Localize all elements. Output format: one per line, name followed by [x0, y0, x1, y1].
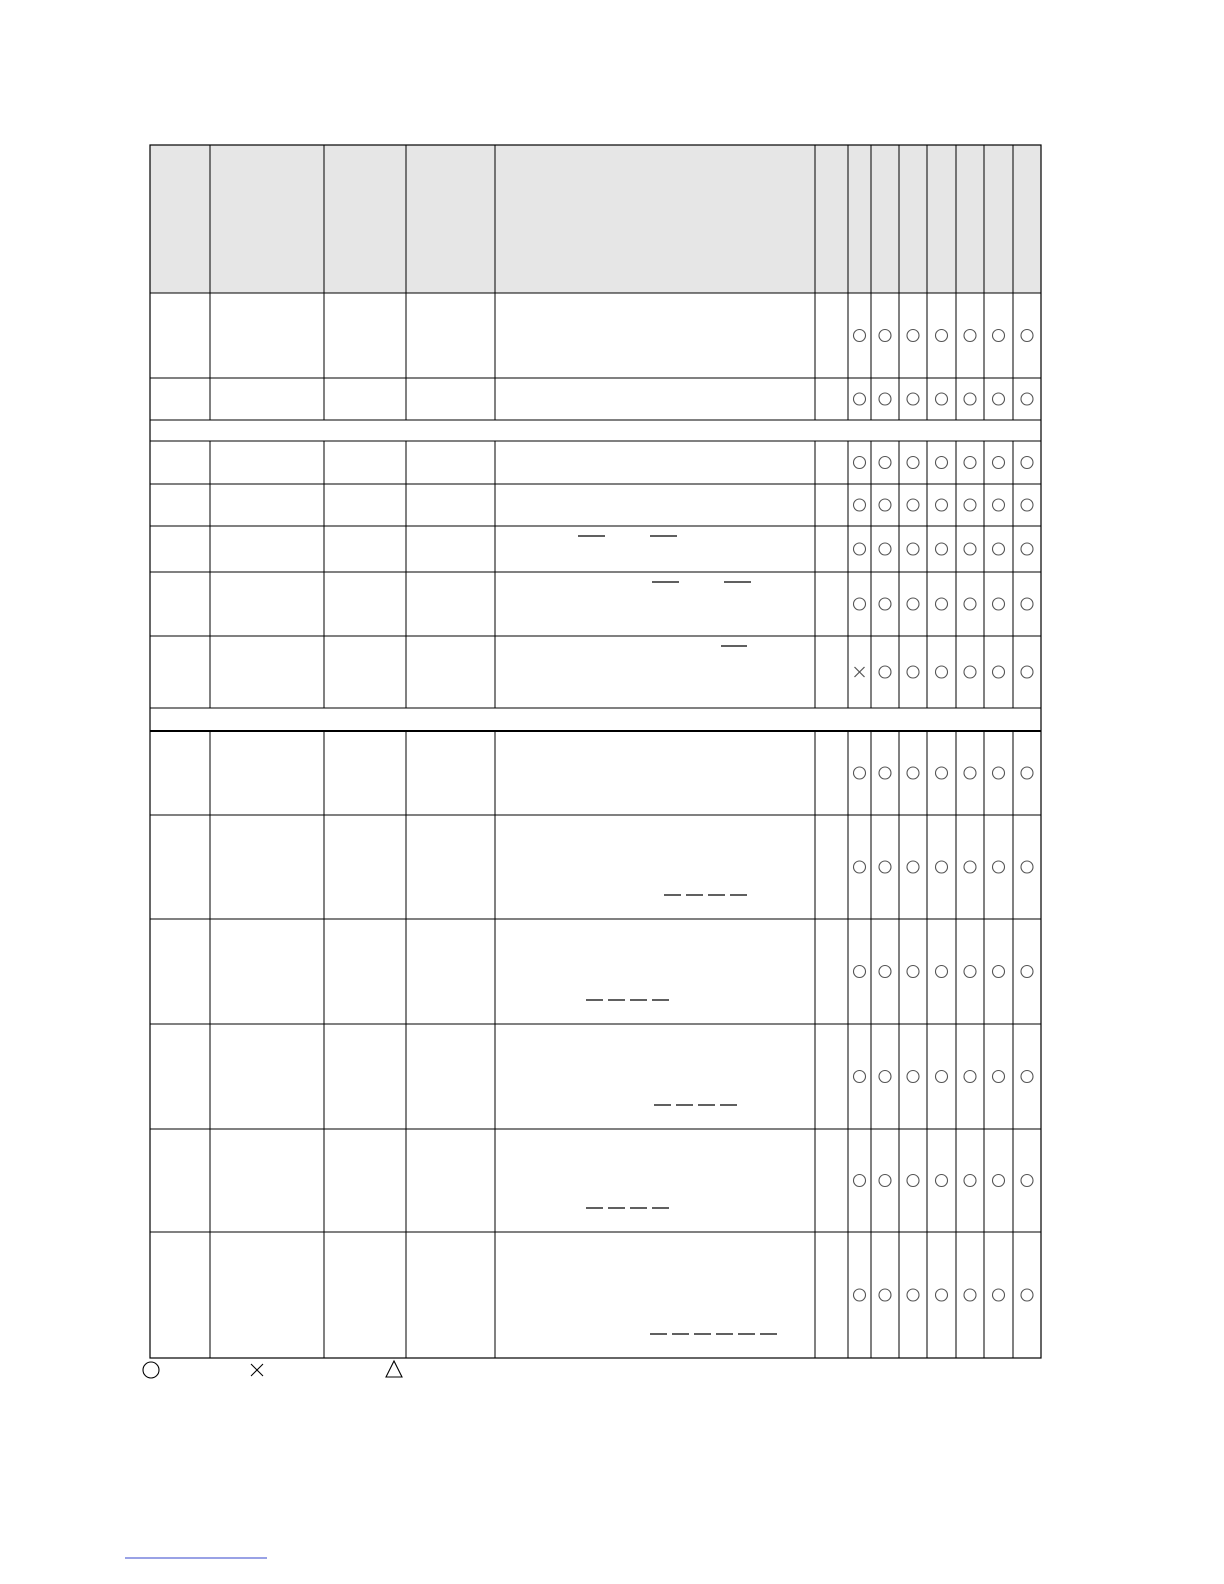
circle-mark-icon	[907, 861, 919, 873]
circle-mark-icon	[1021, 1175, 1033, 1187]
circle-mark-icon	[907, 393, 919, 405]
circle-mark-icon	[993, 457, 1005, 469]
circle-mark-icon	[879, 861, 891, 873]
table-row	[586, 1175, 1033, 1209]
table-row	[721, 646, 1033, 678]
cross-mark-icon	[855, 667, 865, 677]
circle-mark-icon	[854, 767, 866, 779]
circle-mark-icon	[854, 861, 866, 873]
circle-mark-icon	[964, 393, 976, 405]
table-border	[150, 145, 1041, 1358]
circle-mark-icon	[854, 457, 866, 469]
circle-mark-icon	[964, 457, 976, 469]
circle-mark-icon	[936, 767, 948, 779]
circle-mark-icon	[936, 666, 948, 678]
circle-mark-icon	[993, 1175, 1005, 1187]
circle-mark-icon	[964, 598, 976, 610]
circle-mark-icon	[907, 1071, 919, 1083]
circle-mark-icon	[854, 393, 866, 405]
table-row	[654, 1071, 1033, 1106]
circle-mark-icon	[854, 499, 866, 511]
legend-triangle-icon	[386, 1361, 402, 1377]
table-row	[586, 966, 1033, 1001]
circle-mark-icon	[907, 543, 919, 555]
circle-mark-icon	[879, 330, 891, 342]
circle-mark-icon	[993, 598, 1005, 610]
circle-mark-icon	[879, 598, 891, 610]
circle-mark-icon	[964, 1071, 976, 1083]
circle-mark-icon	[879, 767, 891, 779]
circle-mark-icon	[936, 598, 948, 610]
circle-mark-icon	[907, 966, 919, 978]
circle-mark-icon	[993, 393, 1005, 405]
circle-mark-icon	[907, 767, 919, 779]
circle-mark-icon	[879, 393, 891, 405]
table-row	[650, 1289, 1033, 1334]
circle-mark-icon	[936, 1289, 948, 1301]
circle-mark-icon	[1021, 966, 1033, 978]
circle-mark-icon	[1021, 598, 1033, 610]
circle-mark-icon	[907, 598, 919, 610]
circle-mark-icon	[907, 1175, 919, 1187]
circle-mark-icon	[936, 457, 948, 469]
circle-mark-icon	[854, 1071, 866, 1083]
circle-mark-icon	[936, 1071, 948, 1083]
circle-mark-icon	[854, 966, 866, 978]
circle-mark-icon	[993, 1071, 1005, 1083]
circle-mark-icon	[1021, 543, 1033, 555]
circle-mark-icon	[993, 499, 1005, 511]
circle-mark-icon	[1021, 330, 1033, 342]
circle-mark-icon	[1021, 393, 1033, 405]
circle-mark-icon	[936, 1175, 948, 1187]
table-row	[578, 536, 1033, 555]
compatibility-table	[150, 145, 1041, 1358]
circle-mark-icon	[993, 1289, 1005, 1301]
circle-mark-icon	[993, 767, 1005, 779]
circle-mark-icon	[964, 1175, 976, 1187]
circle-mark-icon	[1021, 861, 1033, 873]
circle-mark-icon	[879, 966, 891, 978]
circle-mark-icon	[964, 1289, 976, 1301]
legend-cross-icon	[251, 1364, 263, 1376]
circle-mark-icon	[964, 767, 976, 779]
circle-mark-icon	[879, 1289, 891, 1301]
circle-mark-icon	[964, 330, 976, 342]
circle-mark-icon	[854, 598, 866, 610]
table-row	[854, 457, 1034, 469]
circle-mark-icon	[936, 499, 948, 511]
circle-mark-icon	[964, 861, 976, 873]
circle-mark-icon	[964, 966, 976, 978]
circle-mark-icon	[936, 330, 948, 342]
circle-mark-icon	[993, 666, 1005, 678]
table-row	[854, 393, 1034, 405]
circle-mark-icon	[907, 666, 919, 678]
circle-mark-icon	[879, 499, 891, 511]
circle-mark-icon	[854, 543, 866, 555]
circle-mark-icon	[993, 543, 1005, 555]
circle-mark-icon	[854, 1289, 866, 1301]
circle-mark-icon	[993, 330, 1005, 342]
header-row-fill	[150, 145, 1041, 293]
circle-mark-icon	[993, 861, 1005, 873]
circle-mark-icon	[964, 499, 976, 511]
table-row	[854, 499, 1034, 511]
circle-mark-icon	[879, 1071, 891, 1083]
circle-mark-icon	[1021, 457, 1033, 469]
circle-mark-icon	[879, 666, 891, 678]
circle-mark-icon	[879, 1175, 891, 1187]
circle-mark-icon	[879, 543, 891, 555]
table-row	[652, 582, 1033, 610]
circle-mark-icon	[907, 330, 919, 342]
circle-mark-icon	[1021, 1071, 1033, 1083]
circle-mark-icon	[1021, 1289, 1033, 1301]
table-row	[854, 330, 1034, 342]
circle-mark-icon	[936, 861, 948, 873]
circle-mark-icon	[936, 966, 948, 978]
circle-mark-icon	[907, 457, 919, 469]
circle-mark-icon	[936, 393, 948, 405]
circle-mark-icon	[936, 543, 948, 555]
circle-mark-icon	[1021, 666, 1033, 678]
circle-mark-icon	[964, 666, 976, 678]
circle-mark-icon	[993, 966, 1005, 978]
circle-mark-icon	[1021, 767, 1033, 779]
circle-mark-icon	[907, 499, 919, 511]
circle-mark-icon	[854, 1175, 866, 1187]
circle-mark-icon	[879, 457, 891, 469]
legend	[143, 1361, 402, 1378]
circle-mark-icon	[907, 1289, 919, 1301]
legend-circle-icon	[143, 1362, 159, 1378]
table-row	[854, 767, 1034, 779]
circle-mark-icon	[854, 330, 866, 342]
circle-mark-icon	[1021, 499, 1033, 511]
circle-mark-icon	[964, 543, 976, 555]
